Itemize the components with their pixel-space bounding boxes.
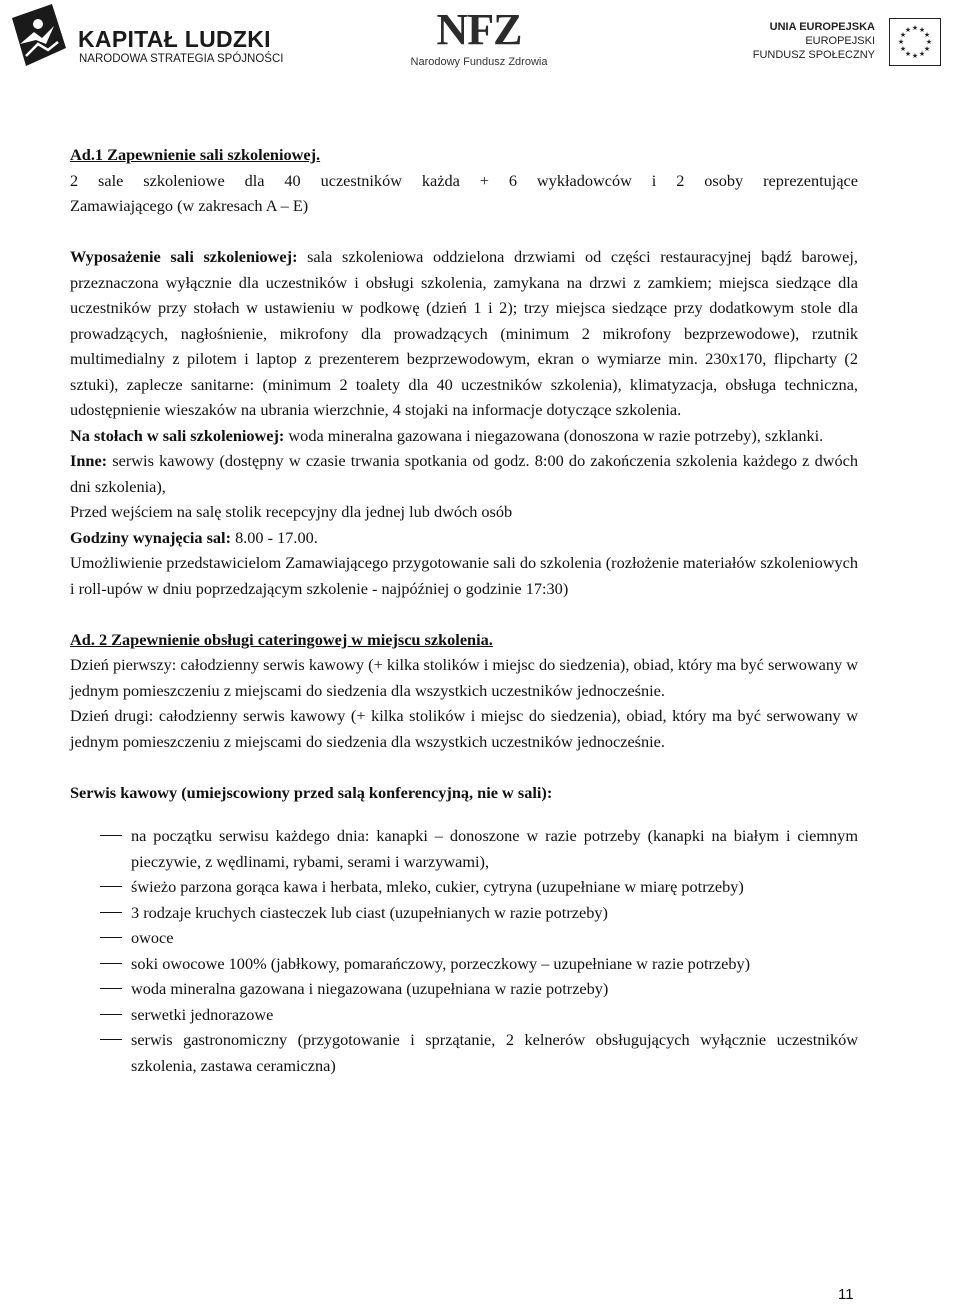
svg-text:★: ★: [899, 45, 907, 53]
svg-text:★: ★: [904, 26, 912, 34]
equipment-label: Wyposażenie sali szkoleniowej:: [70, 247, 298, 266]
nfz-logo: [404, 5, 554, 74]
eu-logo: [752, 18, 955, 68]
coffee-heading: Serwis kawowy (umiejscowiony przed salą konferencyjną, nie w sali):: [70, 782, 553, 802]
kapital-ludzki-title: KAPITAŁ LUDZKI: [78, 26, 271, 52]
tables-paragraph: [70, 423, 858, 449]
nfz-subtitle: Narodowy Fundusz Zdrowia: [410, 56, 548, 68]
other-text: serwis kawowy (dostępny w czasie trwania spotkania od godz. 8:00 do zakończenia szkolenia każdego z dwóch dni szkolenia),: [70, 451, 858, 496]
day1-paragraph: Dzień pierwszy: całodzienny serwis kawowy (+ kilka stolików i miejsc do siedzenia), obiad, który ma być serwowany w jednym pomieszczeniu z miejscami do siedzenia dla wszystkich uczestników jednocześnie.: [70, 655, 858, 700]
logo-header: [0, 0, 960, 90]
svg-text:★: ★: [923, 45, 931, 53]
dash-bullet-icon: [100, 1039, 122, 1040]
svg-text:★: ★: [897, 38, 905, 46]
eu-line-3: FUNDUSZ SPOŁECZNY: [752, 49, 875, 61]
list-item: na początku serwisu każdego dnia: kanapki – donoszone w razie potrzeby (kanapki na białym i ciemnym pieczywie, z wędlinami, rybami, serami i warzywami),: [70, 823, 858, 874]
list-item: serwis gastronomiczny (przygotowanie i sprzątanie, 2 kelnerów obsługujących wyłącznie uczestników szkolenia, zastawa ceramiczna): [70, 1027, 858, 1078]
dash-bullet-icon: [100, 835, 122, 836]
hours-label: Godziny wynajęcia sal:: [70, 527, 231, 547]
dash-bullet-icon: [100, 988, 122, 989]
eu-logo-text: [753, 20, 875, 62]
svg-text:★: ★: [918, 26, 926, 34]
eu-line-1: UNIA EUROPEJSKA: [769, 21, 875, 33]
kapital-ludzki-logo: [8, 4, 284, 74]
svg-text:★: ★: [911, 24, 919, 32]
kapital-ludzki-emblem-icon: [8, 4, 70, 70]
svg-text:★: ★: [918, 50, 926, 58]
dash-bullet-icon: [100, 886, 122, 887]
document-body: [70, 142, 858, 1078]
section1-intro-line1: 2 sale szkoleniowe dla 40 uczestników każda + 6 wykładowców i 2 osoby reprezentujące: [70, 170, 858, 190]
prep-paragraph: Umożliwienie przedstawicielom Zamawiającego przygotowanie sali do szkolenia (rozłożenie materiałów szkoleniowych i roll-upów w dniu poprzedzającym szkolenie - najpóźniej o godzinie 17:30): [70, 553, 858, 598]
tables-text: woda mineralna gazowana i niegazowana (donoszona w razie potrzeby), szklanki.: [284, 425, 824, 445]
dash-bullet-icon: [100, 1014, 122, 1015]
dash-bullet-icon: [100, 937, 122, 938]
section1-heading: Ad.1 Zapewnienie sali szkoleniowej.: [70, 145, 321, 164]
tables-label: Na stołach w sali szkoleniowej:: [70, 425, 285, 445]
svg-text:★: ★: [904, 50, 912, 58]
section2-heading: Ad. 2 Zapewnienie obsługi cateringowej w miejscu szkolenia.: [70, 629, 493, 649]
dash-bullet-icon: [100, 963, 122, 964]
reception-paragraph: Przed wejściem na salę stolik recepcyjny dla jednej lub dwóch osób: [70, 502, 513, 521]
nfz-mark: NFZ: [436, 5, 522, 54]
svg-text:★: ★: [899, 31, 907, 39]
eu-stars-icon: [889, 18, 941, 66]
section1-intro-line2: Zamawiającego (w zakresach A – E): [70, 196, 309, 215]
list-item: serwetki jednorazowe: [70, 1002, 858, 1028]
eu-line-2: EUROPEJSKI: [805, 35, 875, 47]
list-item: soki owocowe 100% (jabłkowy, pomarańczowy, porzeczkowy – uzupełniane w razie potrzeby): [70, 951, 858, 977]
svg-text:★: ★: [923, 31, 931, 39]
svg-text:★: ★: [911, 52, 919, 60]
day2-paragraph: Dzień drugi: całodzienny serwis kawowy (+ kilka stolików i miejsc do siedzenia), obiad, który ma być serwowany w jednym pomieszczeniu z miejscami do siedzenia dla wszystkich uczestników jednocześnie.: [70, 706, 858, 751]
page-number: 11: [838, 1286, 854, 1303]
equipment-text: sala szkoleniowa oddzielona drzwiami od części restauracyjnej bądź barowej, przeznaczona wyłącznie dla uczestników i obsługi szkolenia, zamykana na drzwi z zamkiem; miejsca siedzące dla uczestników przy stołach w ustawieniu w podkowę (dzień 1 i 2); trzy miejsca siedzące przy dodatkowym stole dla prowadzących, nagłośnienie, mikrofony dla prowadzących (minimum 2 mikrofony bezprzewodowe), rzutnik multimedialny z pilotem i laptop z prezenterem bezprzewodowym, ekran o wymiarze min. 230x170, flipcharty (2 sztuki), zaplecze sanitarne: (minimum 2 toalety dla 40 uczestników szkolenia), klimatyzacja, obsługa techniczna, udostępnienie wieszaków na ubrania wierzchnie, 4 stojaki na informacje dotyczące szkolenia.: [70, 247, 858, 419]
svg-text:★: ★: [925, 38, 933, 46]
dash-bullet-icon: [100, 912, 122, 913]
kapital-ludzki-subtitle: NARODOWA STRATEGIA SPÓJNOŚCI: [79, 53, 284, 65]
coffee-list: [70, 823, 858, 1078]
other-paragraph: [70, 448, 858, 499]
hours-paragraph: [70, 525, 858, 551]
equipment-paragraph: [70, 244, 858, 423]
hours-value: 8.00 - 17.00.: [231, 527, 318, 547]
list-item: woda mineralna gazowana i niegazowana (uzupełniana w razie potrzeby): [70, 976, 858, 1002]
list-item: owoce: [70, 925, 858, 951]
list-item: świeżo parzona gorąca kawa i herbata, mleko, cukier, cytryna (uzupełniane w miarę potrzeby): [70, 874, 858, 900]
other-label: Inne:: [70, 451, 108, 470]
list-item: 3 rodzaje kruchych ciasteczek lub ciast (uzupełnianych w razie potrzeby): [70, 900, 858, 926]
